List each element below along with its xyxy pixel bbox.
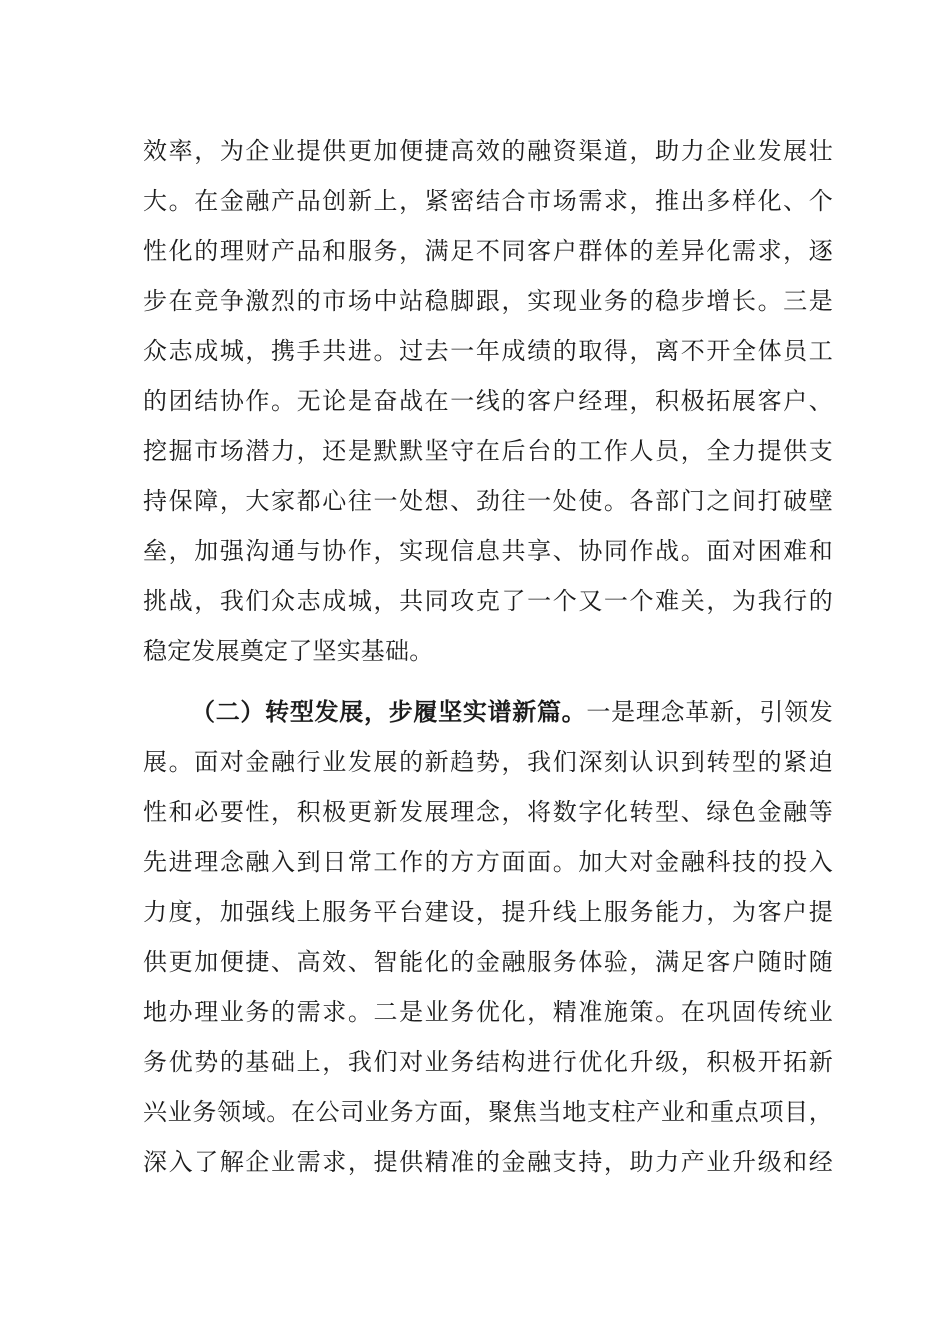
text-line: 垒，加强沟通与协作，实现信息共享、协同作战。面对困难和 (143, 537, 833, 565)
text-line: 效率，为企业提供更加便捷高效的融资渠道，助力企业发展壮 (143, 137, 833, 165)
text-line: 持保障，大家都心往一处想、劲往一处使。各部门之间打破壁 (143, 487, 833, 515)
text-line: 展。面对金融行业发展的新趋势，我们深刻认识到转型的紧迫 (143, 748, 833, 776)
text-line: 深入了解企业需求，提供精准的金融支持，助力产业升级和经 (143, 1148, 833, 1176)
section-heading: （二）转型发展，步履坚实谱新篇。 (191, 698, 587, 726)
heading-continuation: 一是理念革新，引领发 (586, 698, 833, 726)
text-line: 力度，加强线上服务平台建设，提升线上服务能力，为客户提 (143, 898, 833, 926)
text-line: 性化的理财产品和服务，满足不同客户群体的差异化需求，逐 (143, 237, 833, 265)
text-line: 挑战，我们众志成城，共同攻克了一个又一个难关，为我行的 (143, 587, 833, 615)
paragraph-1 (143, 126, 833, 676)
text-line: 步在竞争激烈的市场中站稳脚跟，实现业务的稳步增长。三是 (143, 287, 833, 315)
paragraph-2 (143, 687, 833, 1187)
paragraph-spacing (143, 676, 833, 687)
text-line: 众志成城，携手共进。过去一年成绩的取得，离不开全体员工 (143, 337, 833, 365)
text-line: 大。在金融产品创新上，紧密结合市场需求，推出多样化、个 (143, 187, 833, 215)
text-line: 供更加便捷、高效、智能化的金融服务体验，满足客户随时随 (143, 948, 833, 976)
text-line: 性和必要性，积极更新发展理念，将数字化转型、绿色金融等 (143, 798, 833, 826)
text-line: 兴业务领域。在公司业务方面，聚焦当地支柱产业和重点项目， (143, 1098, 833, 1126)
text-line: 挖掘市场潜力，还是默默坚守在后台的工作人员，全力提供支 (143, 437, 833, 465)
text-line: 先进理念融入到日常工作的方方面面。加大对金融科技的投入 (143, 848, 833, 876)
text-line: 务优势的基础上，我们对业务结构进行优化升级，积极开拓新 (143, 1048, 833, 1076)
text-line: 的团结协作。无论是奋战在一线的客户经理，积极拓展客户、 (143, 387, 833, 415)
document-body (143, 126, 833, 1187)
paragraph-first-line (143, 687, 833, 737)
text-line: 地办理业务的需求。二是业务优化，精准施策。在巩固传统业 (143, 998, 833, 1026)
text-line: 稳定发展奠定了坚实基础。 (143, 637, 434, 665)
